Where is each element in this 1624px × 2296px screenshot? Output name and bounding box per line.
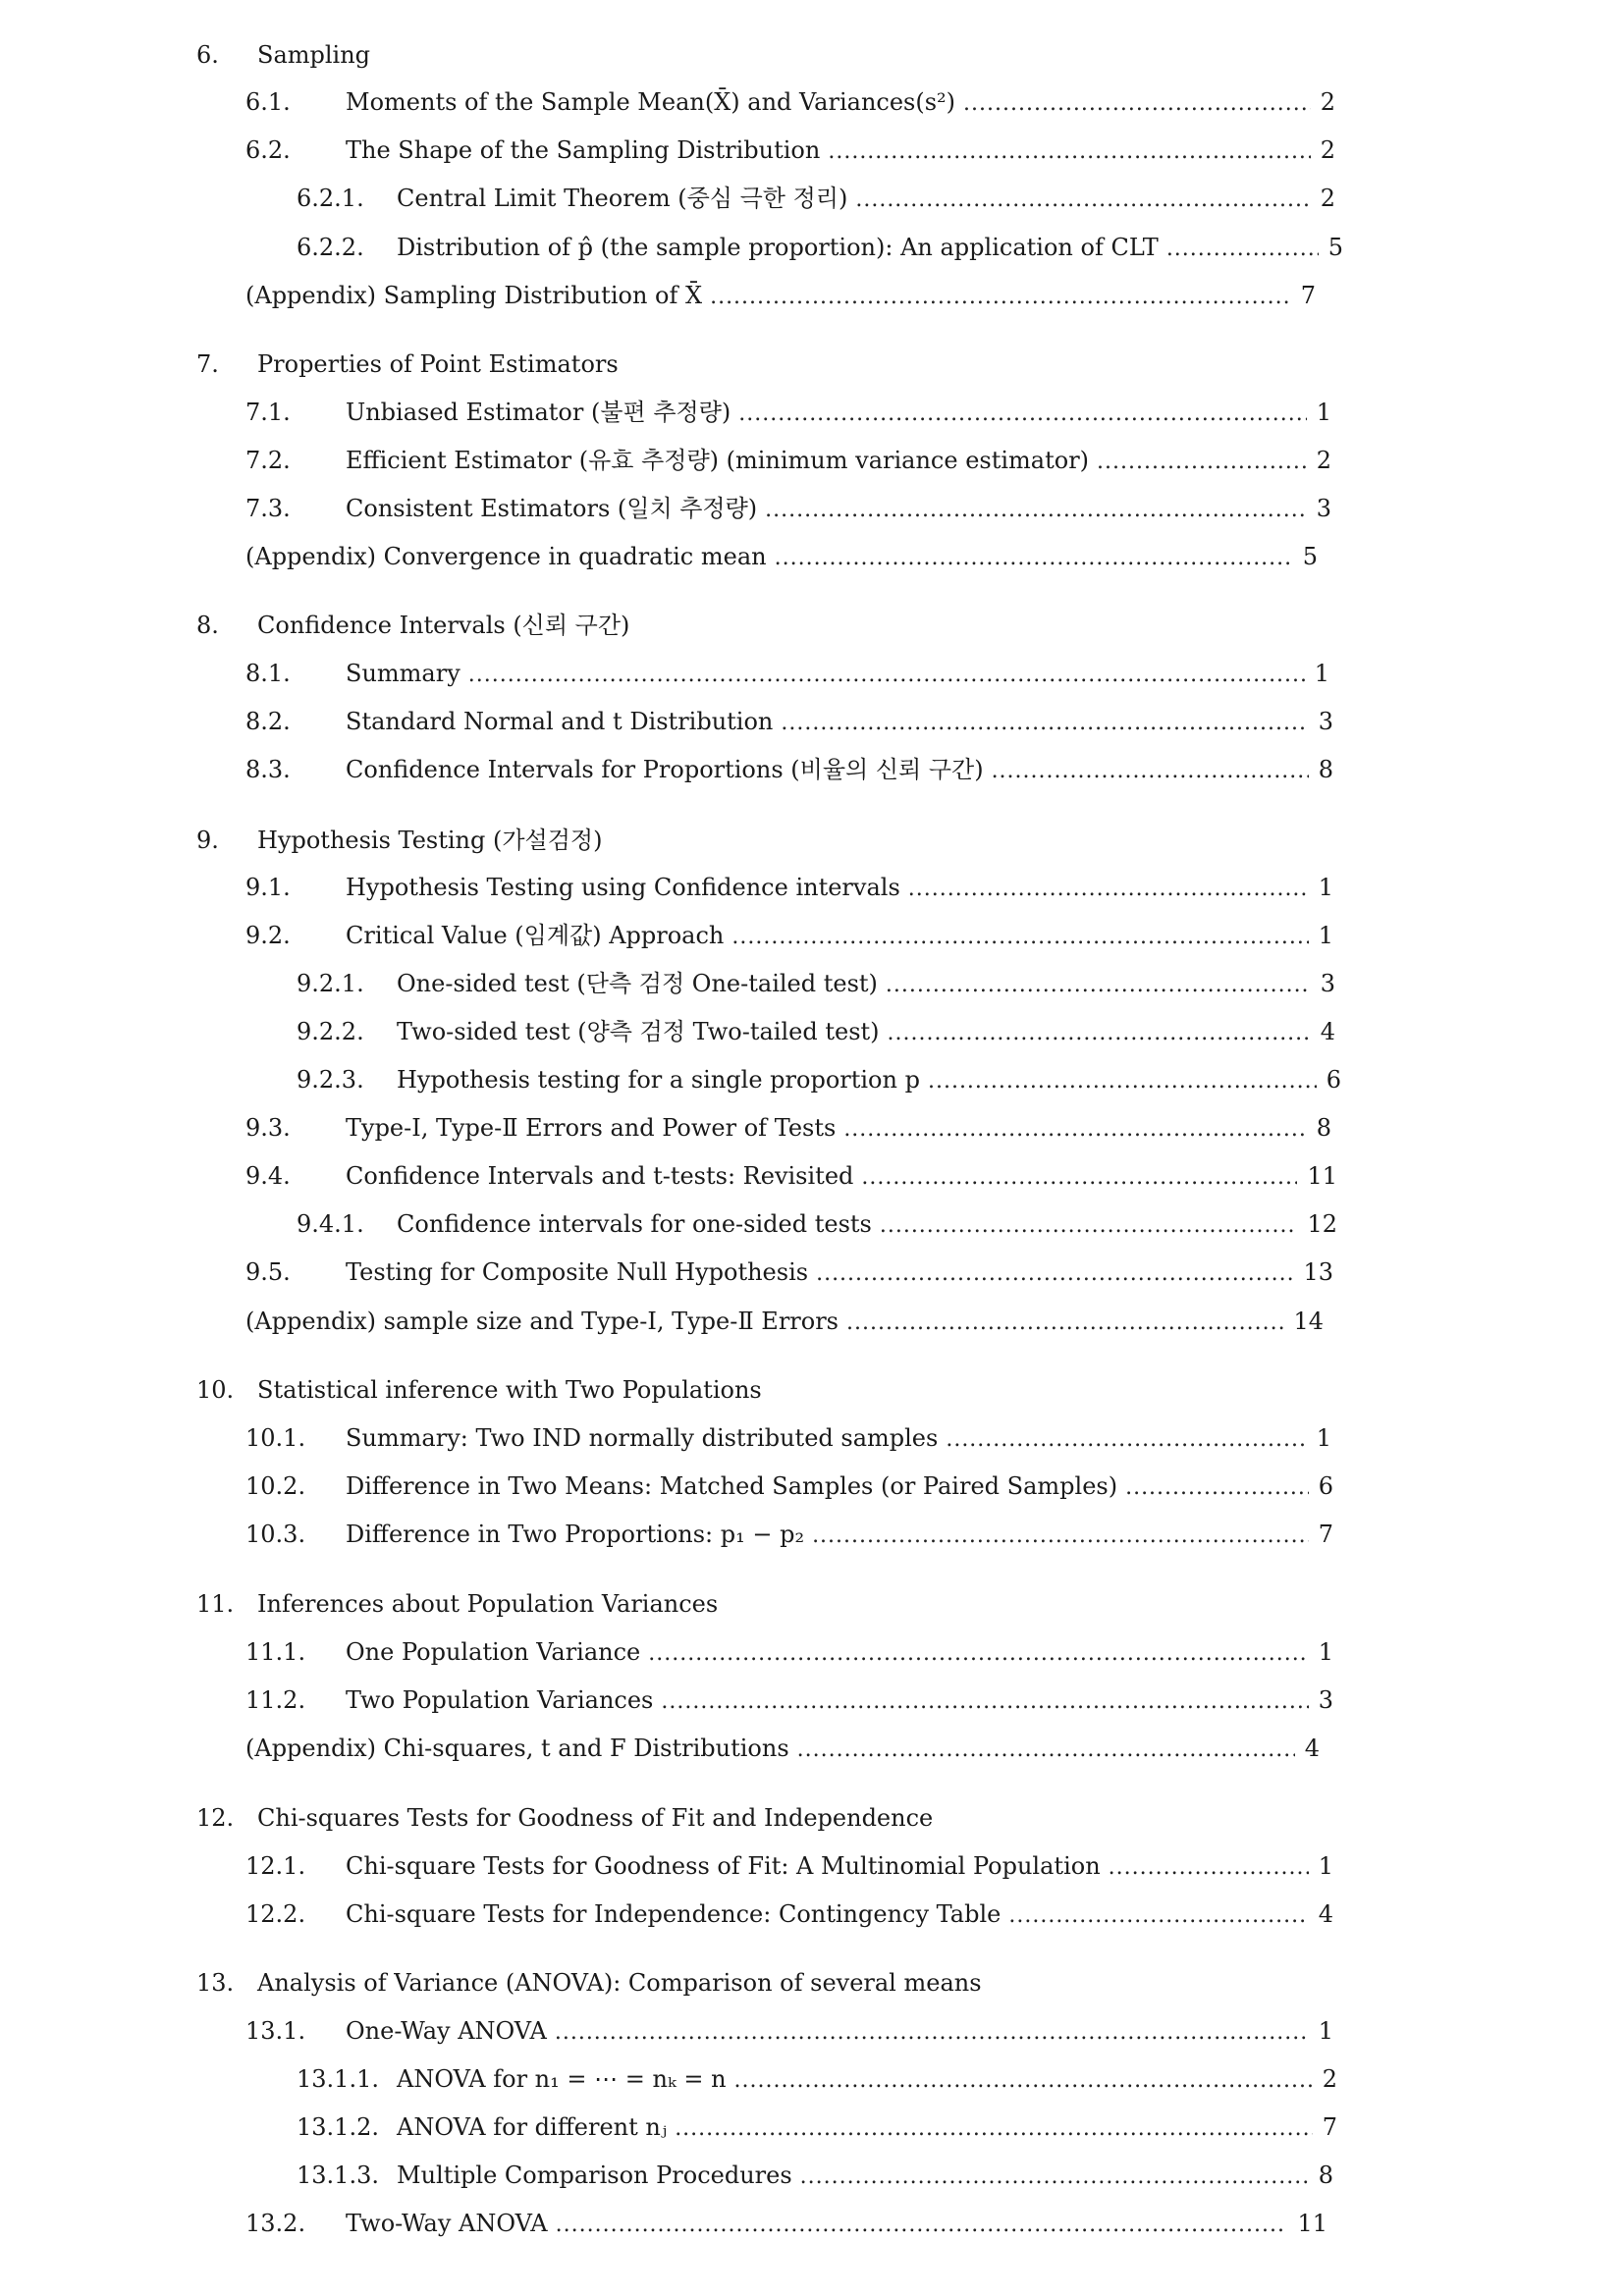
section-number: 11. <box>196 1590 235 1618</box>
section-number: 6. <box>196 41 219 69</box>
toc-entry[interactable] <box>245 1519 1333 1552</box>
section-heading <box>196 1967 982 1999</box>
entry-number: 8.3. <box>245 756 291 783</box>
dot-leader <box>797 1735 1295 1766</box>
entry-title: Confidence Intervals for Proportions (비율의 신뢰 구간) <box>346 756 984 783</box>
entry-title: Type-Ⅰ, Type-Ⅱ Errors and Power of Tests <box>346 1114 837 1142</box>
entry-number: 9.5. <box>245 1258 291 1286</box>
page-number: 3 <box>1318 1686 1333 1714</box>
entry-title: One Population Variance <box>346 1638 641 1666</box>
toc-entry[interactable] <box>245 920 1333 953</box>
dot-leader <box>886 970 1311 1001</box>
dot-leader <box>1097 447 1307 478</box>
page-number: 7 <box>1318 1521 1333 1548</box>
entry-number: 6.2.2. <box>297 234 364 261</box>
entry-title: (Appendix) sample size and Type-Ⅰ, Type-Ⅱ Errors <box>245 1308 839 1335</box>
section-title: Inferences about Population Variances <box>257 1590 719 1618</box>
entry-number: 13.1.2. <box>297 2113 379 2141</box>
entry-title: Confidence intervals for one-sided tests <box>397 1210 872 1238</box>
dot-leader <box>765 495 1307 526</box>
section-heading <box>196 348 619 380</box>
entry-number: 13.1.1. <box>297 2065 379 2093</box>
section-heading <box>196 1588 718 1620</box>
entry-title: Testing for Composite Null Hypothesis <box>346 1258 809 1286</box>
section-heading <box>196 610 629 641</box>
page-number: 2 <box>1320 185 1335 212</box>
dot-leader <box>675 2113 1313 2145</box>
page-number: 1 <box>1316 1424 1331 1452</box>
entry-title: The Shape of the Sampling Distribution <box>346 136 821 164</box>
entry-title: Consistent Estimators (일치 추정량) <box>346 495 758 522</box>
toc-appendix-entry[interactable] <box>245 280 1316 313</box>
entry-number: 7.1. <box>245 399 291 426</box>
page-number: 8 <box>1316 1114 1331 1142</box>
section-heading <box>196 39 370 71</box>
entry-title: ANOVA for different nⱼ <box>397 2113 668 2141</box>
entry-title: Confidence Intervals and t-tests: Revisited <box>346 1162 854 1190</box>
dot-leader <box>800 2162 1309 2193</box>
toc-entry[interactable] <box>245 1422 1331 1456</box>
dot-leader <box>908 874 1309 905</box>
entry-title: Critical Value (임계값) Approach <box>346 922 725 949</box>
page-number: 1 <box>1318 2017 1333 2045</box>
page-number: 3 <box>1316 495 1331 522</box>
section-number: 7. <box>196 350 219 378</box>
toc-entry[interactable] <box>297 1016 1335 1049</box>
section-number: 13. <box>196 1969 235 1997</box>
dot-leader <box>928 1066 1317 1097</box>
entry-title: Central Limit Theorem (중심 극한 정리) <box>397 185 848 212</box>
entry-number: 10.2. <box>245 1472 306 1500</box>
dot-leader <box>992 756 1309 787</box>
toc-entry[interactable] <box>245 1636 1333 1670</box>
entry-title: Two-Way ANOVA <box>346 2210 548 2237</box>
toc-entry[interactable] <box>245 397 1331 430</box>
entry-title: One-sided test (단측 검정 One-tailed test) <box>397 970 878 997</box>
toc-entry[interactable] <box>297 1064 1341 1097</box>
page-number: 2 <box>1316 447 1331 474</box>
toc-entry[interactable] <box>297 232 1343 265</box>
toc-entry[interactable] <box>297 2111 1337 2145</box>
entry-number: 12.2. <box>245 1900 306 1928</box>
entry-title: Moments of the Sample Mean(X̄) and Variances(s²) <box>346 88 956 116</box>
section-title: Statistical inference with Two Populations <box>257 1376 762 1404</box>
entry-number: 9.3. <box>245 1114 291 1142</box>
page-number: 6 <box>1318 1472 1333 1500</box>
page-number: 7 <box>1300 282 1316 309</box>
page-number: 1 <box>1314 660 1329 687</box>
toc-entry[interactable] <box>297 1208 1337 1242</box>
section-title: Hypothesis Testing (가설검정) <box>257 827 603 854</box>
page-number: 3 <box>1318 708 1333 735</box>
section-number: 10. <box>196 1376 235 1404</box>
dot-leader <box>775 543 1293 574</box>
toc-entry[interactable] <box>245 1112 1331 1146</box>
entry-number: 7.2. <box>245 447 291 474</box>
toc-entry[interactable] <box>297 183 1335 216</box>
dot-leader <box>1125 1472 1309 1504</box>
toc-entry[interactable] <box>245 445 1331 478</box>
page-number: 13 <box>1303 1258 1333 1286</box>
section-number: 8. <box>196 612 219 639</box>
dot-leader <box>812 1521 1309 1552</box>
toc-entry[interactable] <box>297 2063 1337 2097</box>
page-number: 4 <box>1320 1018 1335 1045</box>
toc-entry[interactable] <box>245 86 1335 120</box>
toc-entry[interactable] <box>245 2015 1333 2049</box>
page-number: 11 <box>1307 1162 1337 1190</box>
section-heading <box>196 1374 762 1406</box>
entry-number: 9.2.1. <box>297 970 364 997</box>
toc-entry[interactable] <box>245 872 1333 905</box>
dot-leader <box>781 708 1308 739</box>
page-number: 5 <box>1302 543 1318 570</box>
entry-title: Hypothesis Testing using Confidence intervals <box>346 874 900 901</box>
dot-leader <box>468 660 1305 691</box>
toc-entry[interactable] <box>245 2208 1327 2241</box>
page-number: 3 <box>1320 970 1335 997</box>
toc-entry[interactable] <box>245 1898 1333 1932</box>
dot-leader <box>555 2017 1309 2049</box>
entry-title: Summary <box>346 660 460 687</box>
page-number: 5 <box>1327 234 1343 261</box>
toc-entry[interactable] <box>245 493 1331 526</box>
entry-number: 8.2. <box>245 708 291 735</box>
entry-title: Difference in Two Proportions: p₁ − p₂ <box>346 1521 805 1548</box>
entry-title: (Appendix) Chi-squares, t and F Distributions <box>245 1735 789 1762</box>
entry-title: Distribution of p̂ (the sample proportion): An application of CLT <box>397 234 1159 261</box>
page-number: 1 <box>1318 874 1333 901</box>
entry-number: 6.2.1. <box>297 185 364 212</box>
page-number: 8 <box>1318 756 1333 783</box>
entry-number: 12.1. <box>245 1852 306 1880</box>
section-title: Chi-squares Tests for Goodness of Fit and Independence <box>257 1804 934 1832</box>
dot-leader <box>846 1308 1283 1339</box>
page-number: 1 <box>1318 1638 1333 1666</box>
toc-entry[interactable] <box>245 1850 1333 1884</box>
page-number: 2 <box>1320 136 1335 164</box>
dot-leader <box>738 399 1306 430</box>
page-number: 8 <box>1318 2162 1333 2189</box>
entry-number: 7.3. <box>245 495 291 522</box>
page-number: 2 <box>1322 2065 1337 2093</box>
entry-title: One-Way ANOVA <box>346 2017 547 2045</box>
dot-leader <box>1008 1900 1308 1932</box>
page-number: 12 <box>1307 1210 1337 1238</box>
entry-title: (Appendix) Sampling Distribution of X̄ <box>245 282 703 309</box>
entry-title: Standard Normal and t Distribution <box>346 708 774 735</box>
page-number: 2 <box>1320 88 1335 116</box>
section-heading <box>196 825 602 856</box>
section-title: Sampling <box>257 41 371 69</box>
dot-leader <box>855 185 1310 216</box>
page-number: 1 <box>1318 922 1333 949</box>
toc-entry[interactable] <box>245 134 1335 168</box>
toc-appendix-entry[interactable] <box>245 1306 1324 1339</box>
entry-title: (Appendix) Convergence in quadratic mean <box>245 543 767 570</box>
toc-entry[interactable] <box>297 968 1335 1001</box>
dot-leader <box>1109 1852 1309 1884</box>
toc-entry[interactable] <box>245 1470 1333 1504</box>
entry-number: 9.2. <box>245 922 291 949</box>
page-number: 6 <box>1326 1066 1341 1094</box>
dot-leader <box>880 1210 1298 1242</box>
toc-entry[interactable] <box>245 658 1329 691</box>
toc-entry[interactable] <box>245 1684 1333 1718</box>
page-number: 7 <box>1322 2113 1337 2141</box>
entry-number: 9.2.3. <box>297 1066 364 1094</box>
dot-leader <box>888 1018 1311 1049</box>
dot-leader <box>661 1686 1308 1718</box>
page-number: 4 <box>1304 1735 1320 1762</box>
dot-leader <box>734 2065 1313 2097</box>
page-number: 1 <box>1316 399 1331 426</box>
section-heading <box>196 1802 933 1834</box>
dot-leader <box>828 136 1310 168</box>
entry-title: Multiple Comparison Procedures <box>397 2162 792 2189</box>
entry-title: Chi-square Tests for Independence: Contingency Table <box>346 1900 1001 1928</box>
section-number: 9. <box>196 827 219 854</box>
entry-title: Difference in Two Means: Matched Samples (or Paired Samples) <box>346 1472 1118 1500</box>
dot-leader <box>843 1114 1306 1146</box>
entry-number: 10.1. <box>245 1424 306 1452</box>
dot-leader <box>556 2210 1288 2241</box>
dot-leader <box>963 88 1311 120</box>
page-number: 11 <box>1297 2210 1327 2237</box>
entry-number: 9.2.2. <box>297 1018 364 1045</box>
entry-title: Two Population Variances <box>346 1686 654 1714</box>
entry-title: Efficient Estimator (유효 추정량) (minimum variance estimator) <box>346 447 1090 474</box>
section-number: 12. <box>196 1804 235 1832</box>
toc-entry[interactable] <box>245 1160 1337 1194</box>
entry-number: 8.1. <box>245 660 291 687</box>
entry-number: 13.1. <box>245 2017 306 2045</box>
entry-title: Unbiased Estimator (불편 추정량) <box>346 399 731 426</box>
dot-leader <box>1166 234 1319 265</box>
entry-title: Chi-square Tests for Goodness of Fit: A Multinomial Population <box>346 1852 1101 1880</box>
entry-number: 9.1. <box>245 874 291 901</box>
entry-number: 11.2. <box>245 1686 306 1714</box>
dot-leader <box>710 282 1291 313</box>
dot-leader <box>648 1638 1308 1670</box>
entry-number: 13.1.3. <box>297 2162 379 2189</box>
toc-entry[interactable] <box>245 754 1333 787</box>
section-title: Confidence Intervals (신뢰 구간) <box>257 612 630 639</box>
entry-number: 13.2. <box>245 2210 306 2237</box>
page-number: 1 <box>1318 1852 1333 1880</box>
page-number: 4 <box>1318 1900 1333 1928</box>
dot-leader <box>946 1424 1306 1456</box>
toc-appendix-entry[interactable] <box>245 1733 1320 1766</box>
entry-number: 6.2. <box>245 136 291 164</box>
entry-title: Hypothesis testing for a single proportion p <box>397 1066 920 1094</box>
entry-title: Summary: Two IND normally distributed samples <box>346 1424 939 1452</box>
toc-appendix-entry[interactable] <box>245 541 1318 574</box>
toc-entry[interactable] <box>297 2160 1333 2193</box>
toc-entry[interactable] <box>245 706 1333 739</box>
entry-number: 9.4. <box>245 1162 291 1190</box>
entry-number: 6.1. <box>245 88 291 116</box>
toc-entry[interactable] <box>245 1256 1333 1290</box>
entry-number: 10.3. <box>245 1521 306 1548</box>
section-title: Properties of Point Estimators <box>257 350 619 378</box>
page-number: 14 <box>1293 1308 1324 1335</box>
dot-leader <box>816 1258 1293 1290</box>
entry-title: Two-sided test (양측 검정 Two-tailed test) <box>397 1018 880 1045</box>
section-title: Analysis of Variance (ANOVA): Comparison of several means <box>257 1969 982 1997</box>
dot-leader <box>861 1162 1297 1194</box>
entry-number: 9.4.1. <box>297 1210 364 1238</box>
dot-leader <box>731 922 1308 953</box>
entry-title: ANOVA for n₁ = ⋯ = nₖ = n <box>397 2065 727 2093</box>
entry-number: 11.1. <box>245 1638 306 1666</box>
